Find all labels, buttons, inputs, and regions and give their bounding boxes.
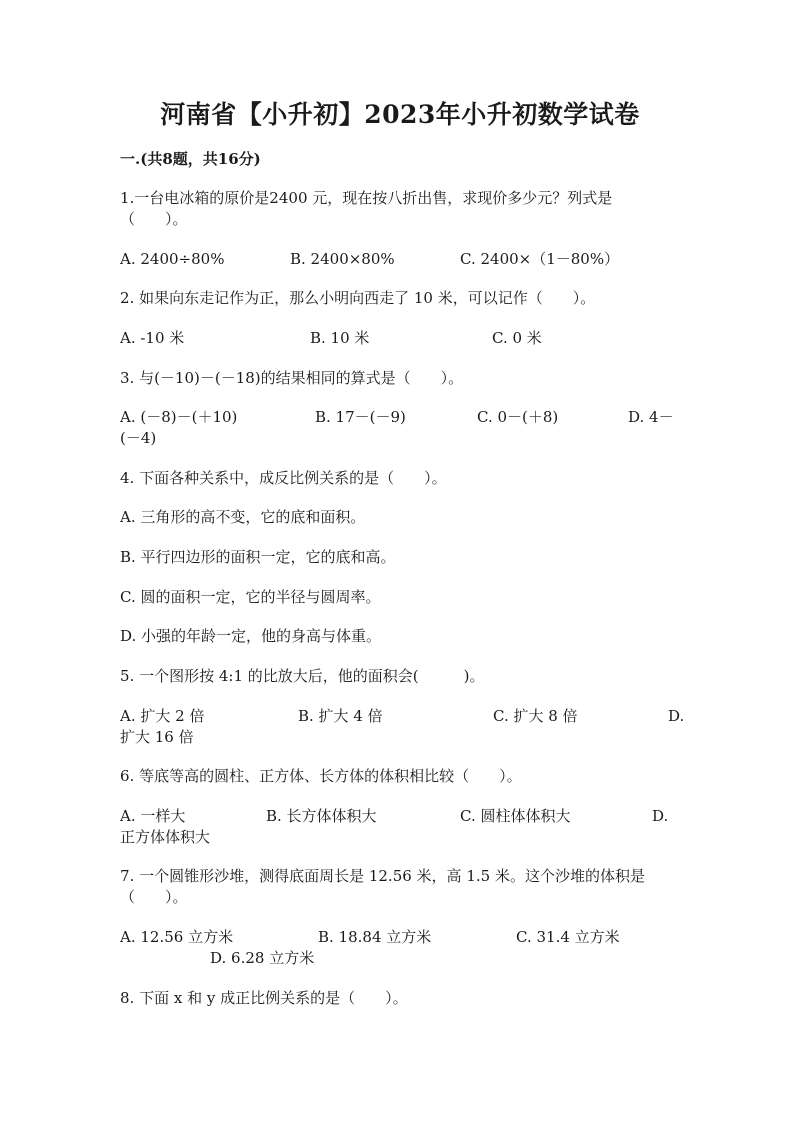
question-7-stem-line-2: （ ）。: [120, 888, 188, 906]
question-6-option-d-continued: 正方体体积大: [120, 828, 211, 846]
question-5-option-d: D.: [668, 707, 685, 725]
question-4-option-b: B. 平行四边形的面积一定，它的底和高。: [120, 548, 396, 566]
question-7-option-c: C. 31.4 立方米: [516, 928, 620, 946]
question-1-stem-line-2: （ ）。: [120, 210, 188, 228]
question-2-option-a: A. -10 米: [120, 329, 185, 347]
question-8-stem: 8. 下面 x 和 y 成正比例关系的是（ ）。: [120, 989, 408, 1007]
question-3-option-b: B. 17－(－9): [315, 408, 406, 426]
question-2-option-c: C. 0 米: [492, 329, 542, 347]
question-4-option-c: C. 圆的面积一定，它的半径与圆周率。: [120, 588, 381, 606]
question-7-stem-line-1: 7. 一个圆锥形沙堆，测得底面周长是 12.56 米，高 1.5 米。这个沙堆的体积是: [120, 867, 645, 885]
question-1-stem-line-1: 1.一台电冰箱的原价是2400 元，现在按八折出售，求现价多少元？列式是: [120, 189, 613, 207]
question-1-option-a: A. 2400÷80%: [120, 250, 225, 268]
question-6-option-a: A. 一样大: [120, 807, 186, 825]
question-3-option-c: C. 0－(＋8): [477, 408, 559, 426]
question-6-stem: 6. 等底等高的圆柱、正方体、长方体的体积相比较（ ）。: [120, 767, 522, 785]
question-4-option-d: D. 小强的年龄一定，他的身高与体重。: [120, 627, 382, 645]
question-4-stem: 4. 下面各种关系中，成反比例关系的是（ ）。: [120, 469, 447, 487]
question-2-stem: 2. 如果向东走记作为正，那么小明向西走了 10 米，可以记作（ ）。: [120, 289, 596, 307]
question-1-option-b: B. 2400×80%: [290, 250, 395, 268]
question-7-option-d: D. 6.28 立方米: [210, 949, 315, 967]
question-1-option-c: C. 2400×（1－80%）: [460, 250, 620, 268]
section-heading: 一.(共8题，共16分): [120, 150, 261, 168]
question-6-option-c: C. 圆柱体体积大: [460, 807, 571, 825]
question-3-stem: 3. 与(－10)－(－18)的结果相同的算式是（ ）。: [120, 369, 464, 387]
question-7-option-b: B. 18.84 立方米: [318, 928, 432, 946]
question-3-option-d: D. 4－: [628, 408, 674, 426]
question-5-option-d-continued: 扩大 16 倍: [120, 728, 194, 746]
question-2-option-b: B. 10 米: [310, 329, 370, 347]
question-3-option-a: A. (－8)－(＋10): [120, 408, 238, 426]
question-6-option-b: B. 长方体体积大: [266, 807, 377, 825]
page-title: 河南省【小升初】2023年小升初数学试卷: [160, 100, 640, 129]
question-5-stem: 5. 一个图形按 4:1 的比放大后，他的面积会( )。: [120, 667, 485, 685]
question-5-option-c: C. 扩大 8 倍: [493, 707, 578, 725]
question-4-option-a: A. 三角形的高不变，它的底和面积。: [120, 508, 366, 526]
question-5-option-a: A. 扩大 2 倍: [120, 707, 205, 725]
question-6-option-d: D.: [652, 807, 669, 825]
question-7-option-a: A. 12.56 立方米: [120, 928, 234, 946]
question-5-option-b: B. 扩大 4 倍: [298, 707, 383, 725]
question-3-option-d-continued: (－4): [120, 429, 157, 447]
